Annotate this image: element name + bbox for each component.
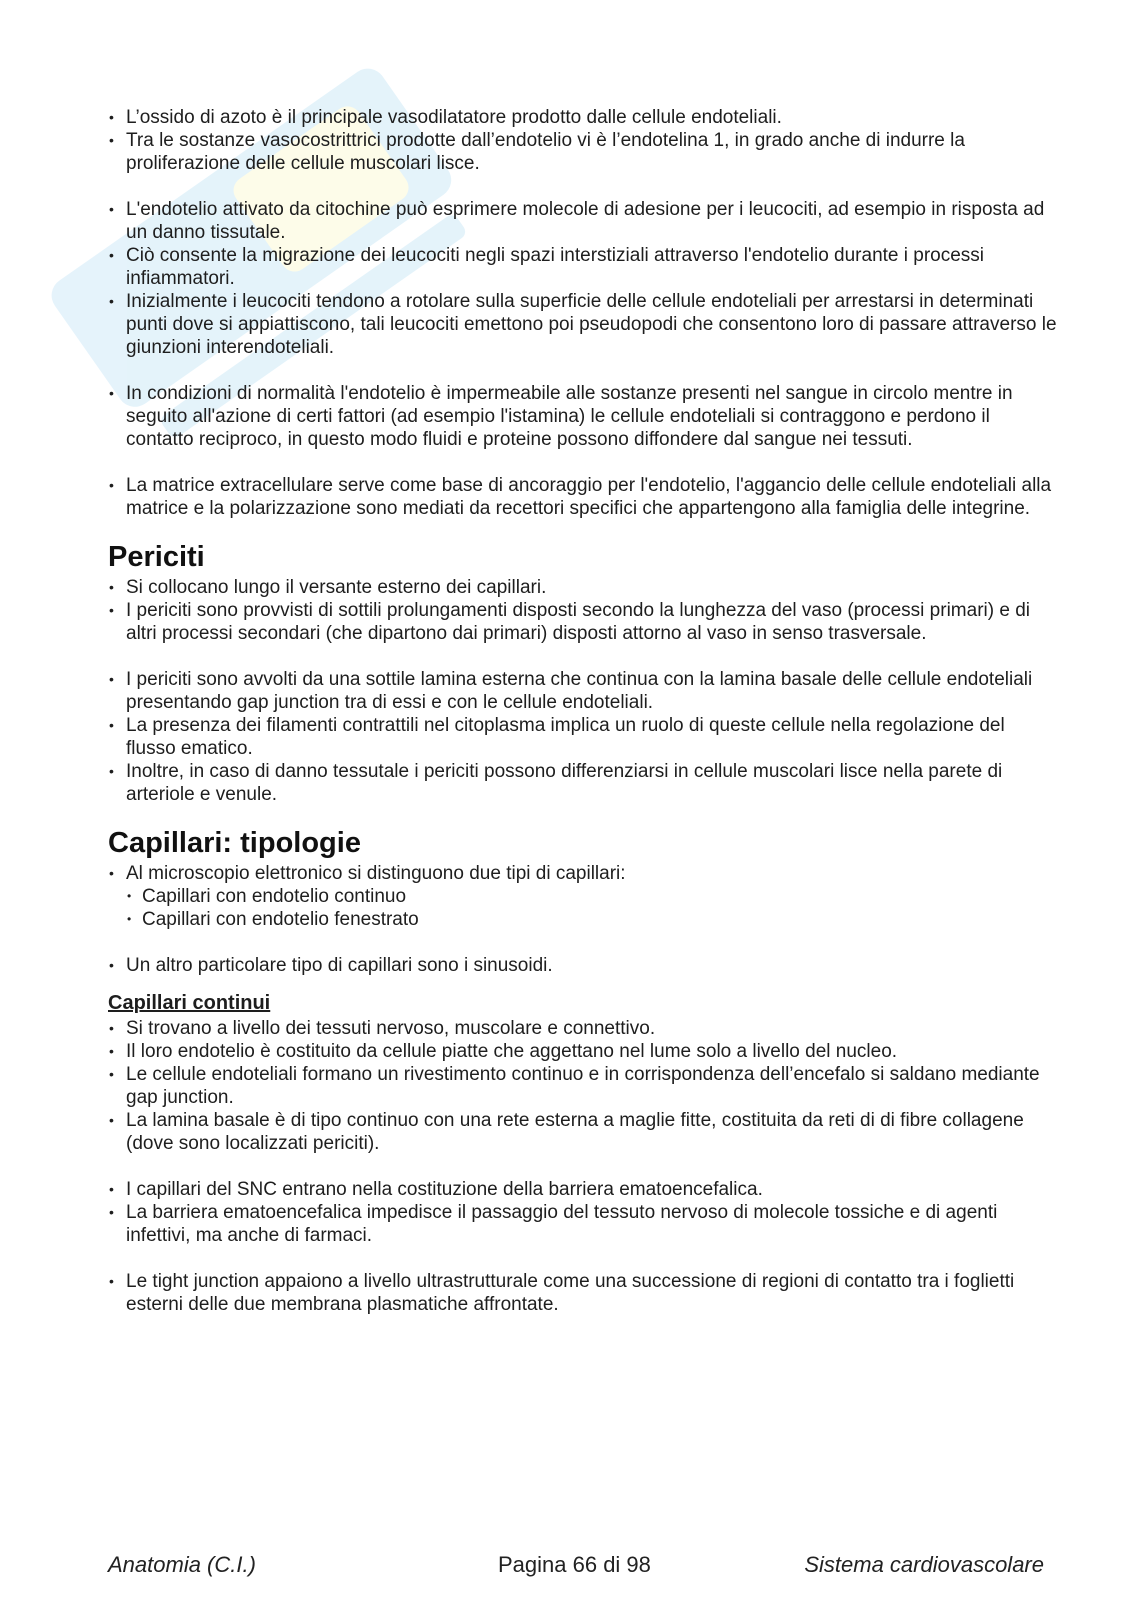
list-item: • Tra le sostanze vasocostrittrici prodotte dall’endotelio vi è l’endotelina 1, in grado anche di indurre la proliferazione delle cellule muscolari lisce. <box>108 129 1058 175</box>
paragraph-gap <box>108 451 1058 474</box>
list-item: • Le cellule endoteliali formano un rivestimento continuo e in corrispondenza dell’encefalo si saldano mediante gap junction. <box>108 1063 1058 1109</box>
paragraph-gap <box>108 645 1058 668</box>
list-item: • Al microscopio elettronico si distinguono due tipi di capillari: <box>108 862 1058 885</box>
paragraph-gap <box>108 1247 1058 1270</box>
list-item: • Le tight junction appaiono a livello ultrastrutturale come una successione di regioni di contatto tra i foglietti esterni delle due membrana plasmatiche affrontate. <box>108 1270 1058 1316</box>
sub-bullet-list <box>108 885 1058 931</box>
paragraph-gap <box>108 1155 1058 1178</box>
list-item: • Ciò consente la migrazione dei leucociti negli spazi interstiziali attraverso l'endotelio durante i processi infiammatori. <box>108 244 1058 290</box>
paragraph-gap <box>108 175 1058 198</box>
bullet-list <box>108 1017 1058 1155</box>
subsection-heading: Capillari continui <box>108 992 271 1014</box>
section-heading: Periciti <box>108 541 205 573</box>
list-item: • I periciti sono avvolti da una sottile lamina esterna che continua con la lamina basale delle cellule endoteliali presentando gap junction tra di essi e con le cellule endoteliali. <box>108 668 1058 714</box>
bullet-list <box>108 954 1058 977</box>
list-item: • La barriera ematoencefalica impedisce il passaggio del tessuto nervoso di molecole tossiche e di agenti infettivi, ma anche di farmaci. <box>108 1201 1058 1247</box>
list-item: • I periciti sono provvisti di sottili prolungamenti disposti secondo la lunghezza del vaso (processi primari) e di altri processi secondari (che dipartono dai primari) disposti attorno al vaso in senso trasversale. <box>108 599 1058 645</box>
list-item: • Inoltre, in caso di danno tessutale i periciti possono differenziarsi in cellule muscolari lisce nella parete di arteriole e venule. <box>108 760 1058 806</box>
list-item: • La presenza dei filamenti contrattili nel citoplasma implica un ruolo di queste cellule nella regolazione del flusso ematico. <box>108 714 1058 760</box>
list-item: • Capillari con endotelio continuo <box>126 885 1058 908</box>
list-item: • Si collocano lungo il versante esterno dei capillari. <box>108 576 1058 599</box>
footer-course: Anatomia (C.I.) <box>108 1552 256 1577</box>
list-item: • La matrice extracellulare serve come base di ancoraggio per l'endotelio, l'aggancio delle cellule endoteliali alla matrice e la polarizzazione sono mediati da recettori specifici che appartengono alla famiglia delle integrine. <box>108 474 1058 520</box>
list-item: • I capillari del SNC entrano nella costituzione della barriera ematoencefalica. <box>108 1178 1058 1201</box>
footer-chapter: Sistema cardiovascolare <box>804 1552 1044 1577</box>
paragraph-gap <box>108 359 1058 382</box>
bullet-list <box>108 198 1058 359</box>
bullet-list <box>108 106 1058 175</box>
page-footer <box>108 1552 1044 1582</box>
paragraph-gap <box>108 931 1058 954</box>
list-item: • L’ossido di azoto è il principale vasodilatatore prodotto dalle cellule endoteliali. <box>108 106 1058 129</box>
list-item: • Si trovano a livello dei tessuti nervoso, muscolare e connettivo. <box>108 1017 1058 1040</box>
footer-page-number: Pagina 66 di 98 <box>498 1552 651 1577</box>
section-heading: Capillari: tipologie <box>108 827 361 859</box>
list-item: • Capillari con endotelio fenestrato <box>126 908 1058 931</box>
list-item: • Un altro particolare tipo di capillari sono i sinusoidi. <box>108 954 1058 977</box>
list-item: • La lamina basale è di tipo continuo con una rete esterna a maglie fitte, costituita da reti di di fibre collagene (dove sono localizzati periciti). <box>108 1109 1058 1155</box>
bullet-list <box>108 474 1058 520</box>
list-item: • L'endotelio attivato da citochine può esprimere molecole di adesione per i leucociti, ad esempio in risposta ad un danno tissutale. <box>108 198 1058 244</box>
list-item: • Il loro endotelio è costituito da cellule piatte che aggettano nel lume solo a livello del nucleo. <box>108 1040 1058 1063</box>
list-item: • Inizialmente i leucociti tendono a rotolare sulla superficie delle cellule endoteliali per arrestarsi in determinati punti dove si appiattiscono, tali leucociti emettono poi pseudopodi che consentono loro di passare attraverso le giunzioni interendoteliali. <box>108 290 1058 359</box>
bullet-list <box>108 1178 1058 1247</box>
bullet-list <box>108 862 1058 885</box>
document-body <box>108 106 1058 1316</box>
bullet-list <box>108 576 1058 645</box>
bullet-list <box>108 382 1058 451</box>
bullet-list <box>108 668 1058 806</box>
list-item: • In condizioni di normalità l'endotelio è impermeabile alle sostanze presenti nel sangue in circolo mentre in seguito all'azione di certi fattori (ad esempio l'istamina) le cellule endoteliali si contraggono e perdono il contatto reciproco, in questo modo fluidi e proteine possono diffondere dal sangue nei tessuti. <box>108 382 1058 451</box>
bullet-list <box>108 1270 1058 1316</box>
